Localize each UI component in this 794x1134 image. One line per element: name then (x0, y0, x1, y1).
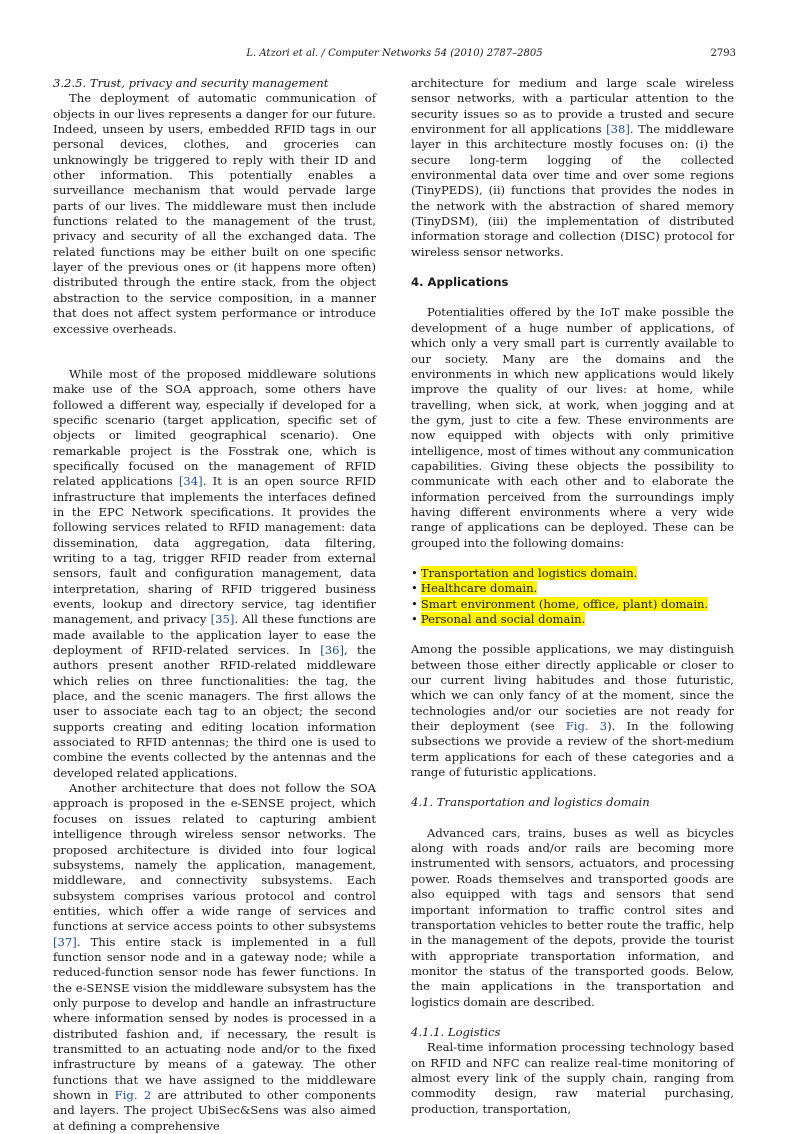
subsection-heading-325: 3.2.5. Trust, privacy and security management (53, 76, 329, 90)
paragraph-logistics: Real-time information processing technology based on RFID and NFC can realize real-time monitoring of almost every link of the supply chain, ranging from commodity design, raw material purchasing, production, transportation, (411, 1040, 734, 1116)
bullet-icon: • (411, 612, 418, 626)
bullet-icon: • (411, 565, 418, 580)
paragraph-ubisec: architecture for medium and large scale wireless sensor networks, with a particular attention to the security issues so as to provide a trusted and secure environment for all applications [38]. The middleware layer in this architecture mostly focuses on: (i) the secure long-term logging of the collected environmental data over time and over some regions (TinyPEDS), (ii) functions that provides the nodes in the network with the abstraction of shared memory (TinyDSM), (iii) the implementation of distributed information storage and collection (DISC) protocol for wireless sensor networks. (411, 76, 734, 259)
domain-item: Healthcare domain. (420, 581, 538, 596)
page-number: 2793 (710, 48, 736, 59)
running-title: L. Atzori et al. / Computer Networks 54 (2010) 2787–2805 (246, 48, 543, 59)
citation-link[interactable]: [34] (178, 474, 203, 489)
paragraph-applications-intro: Among the possible applications, we may distinguish between those either directly applicable or closer to our current living habitudes and those futuristic, which we can only fancy of at the moment, since the technologies and/or our societies are not ready for their deployment (see Fig. 3). In the following subsections we provide a review of the short-medium term applications for each of these categories and a range of futuristic applications. (411, 642, 734, 780)
paragraph-potentialities: Potentialities offered by the IoT make possible the development of a huge number of applications, of which only a very small part is currently available to our society. Many are the domains and the environments in which new applications would likely improve the quality of our lives: at home, while travelling, when sick, at work, when jogging and at the gym, just to cite a few. These environments are now equipped with objects with only primitive intelligence, most of times without any communication capabilities. Giving these objects the possibility to communicate with each other and to elaborate the information perceived from the surroundings imply having different environments where a very wide range of applications can be deployed. These can be grouped into the following domains: (411, 305, 734, 550)
paragraph-fosstrak: While most of the proposed middleware solutions make use of the SOA approach, some others have followed a different way, especially if developed for a specific scenario (target application, specific set of objects or limited geographical scenario). One remarkable project is the Fosstrak one, which is specifically focused on the management of RFID related applications [34]. It is an open source RFID infrastructure that implements the interfaces defined in the EPC Network specifications. It provides the following services related to RFID management: data dissemination, data aggregation, data filtering, writing to a tag, trigger RFID reader from external sensors, fault and configuration management, data interpretation, sharing of RFID triggered business events, lookup and directory service, tag identifier management, and privacy [35]. All these functions are made available to the application layer to ease the deployment of RFID-related services. In [36], the authors present another RFID-related middleware which relies on three functionalities: the tag, the place, and the scenic managers. The first allows the user to associate each tag to an object; the second supports creating and editing location information associated to RFID antennas; the third one is used to combine the events collected by the antennas and the developed related applications. (53, 366, 377, 780)
gap (411, 627, 734, 642)
gap (411, 811, 734, 826)
gap (411, 780, 734, 795)
domain-list (411, 566, 734, 627)
citation-link[interactable]: [38] (606, 122, 630, 137)
domain-item: Transportation and logistics domain. (420, 565, 638, 580)
domain-item: Smart environment (home, office, plant) domain. (420, 596, 709, 611)
running-header (53, 48, 736, 64)
list-item (411, 612, 734, 627)
paragraph-esense: Another architecture that does not follow the SOA approach is proposed in the e-SENSE project, which focuses on issues related to capturing ambient intelligence through wireless sensor networks. The proposed architecture is divided into four logical subsystems, namely the application, management, middleware, and connectivity subsystems. Each subsystem comprises various protocol and control entities, which offer a wide range of services and functions at service access points to other subsystems [37]. This entire stack is implemented in a full function sensor node and in a gateway node; while a reduced-function sensor node has fewer functions. In the e-SENSE vision the middleware subsystem has the only purpose to develop and handle an infrastructure where information sensed by nodes is processed in a distributed fashion and, if necessary, the result is transmitted to an actuating node and/or to the fixed infrastructure by means of a gateway. The other functions that we have assigned to the middleware shown in Fig. 2 are attributed to other components and layers. The project UbiSec&Sens was also aimed at defining a comprehensive (53, 781, 376, 1133)
gap (411, 1010, 734, 1025)
citation-link[interactable]: [36] (320, 643, 345, 658)
gap (53, 337, 376, 367)
subsection-heading-41: 4.1. Transportation and logistics domain (411, 795, 650, 810)
section-heading-applications: 4. Applications (411, 275, 509, 290)
paragraph-trust: The deployment of automatic communication of objects in our lives represents a danger for our future. Indeed, unseen by users, embedded RFID tags in our personal devices, clothes, and groceries can unknowingly be triggered to reply with their ID and other information. This potentially enables a surveillance mechanism that would pervade large parts of our lives. The middleware must then include functions related to the management of the trust, privacy and security of all the exchanged data. The related functions may be either built on one specific layer of the previous ones or (it happens more often) distributed through the entire stack, from the object abstraction to the service composition, in a manner that does not affect system performance or introduce excessive overheads. (53, 91, 376, 336)
bullet-icon: • (411, 596, 418, 611)
figure-link[interactable]: Fig. 3 (565, 719, 608, 734)
gap (411, 551, 734, 566)
domain-item: Personal and social domain. (420, 612, 586, 626)
citation-link[interactable]: [37] (53, 934, 77, 949)
figure-link[interactable]: Fig. 2 (114, 1088, 152, 1102)
citation-link[interactable]: [35] (210, 612, 235, 627)
right-column (411, 76, 734, 1117)
paragraph-transportation: Advanced cars, trains, buses as well as bicycles along with roads and/or rails are becoming more instrumented with sensors, actuators, and processing power. Roads themselves and transported goods are also equipped with tags and sensors that send important information to traffic control sites and transportation vehicles to better route the traffic, help in the management of the depots, provide the tourist with appropriate transportation information, and monitor the status of the transported goods. Below, the main applications in the transportation and logistics domain are described. (411, 825, 734, 1009)
bullet-icon: • (411, 581, 418, 596)
left-column (53, 76, 376, 1134)
gap (411, 260, 734, 275)
list-item (411, 597, 734, 612)
list-item (411, 566, 734, 581)
subsection-heading-411: 4.1.1. Logistics (411, 1024, 501, 1039)
list-item (411, 581, 734, 596)
gap (411, 290, 734, 305)
